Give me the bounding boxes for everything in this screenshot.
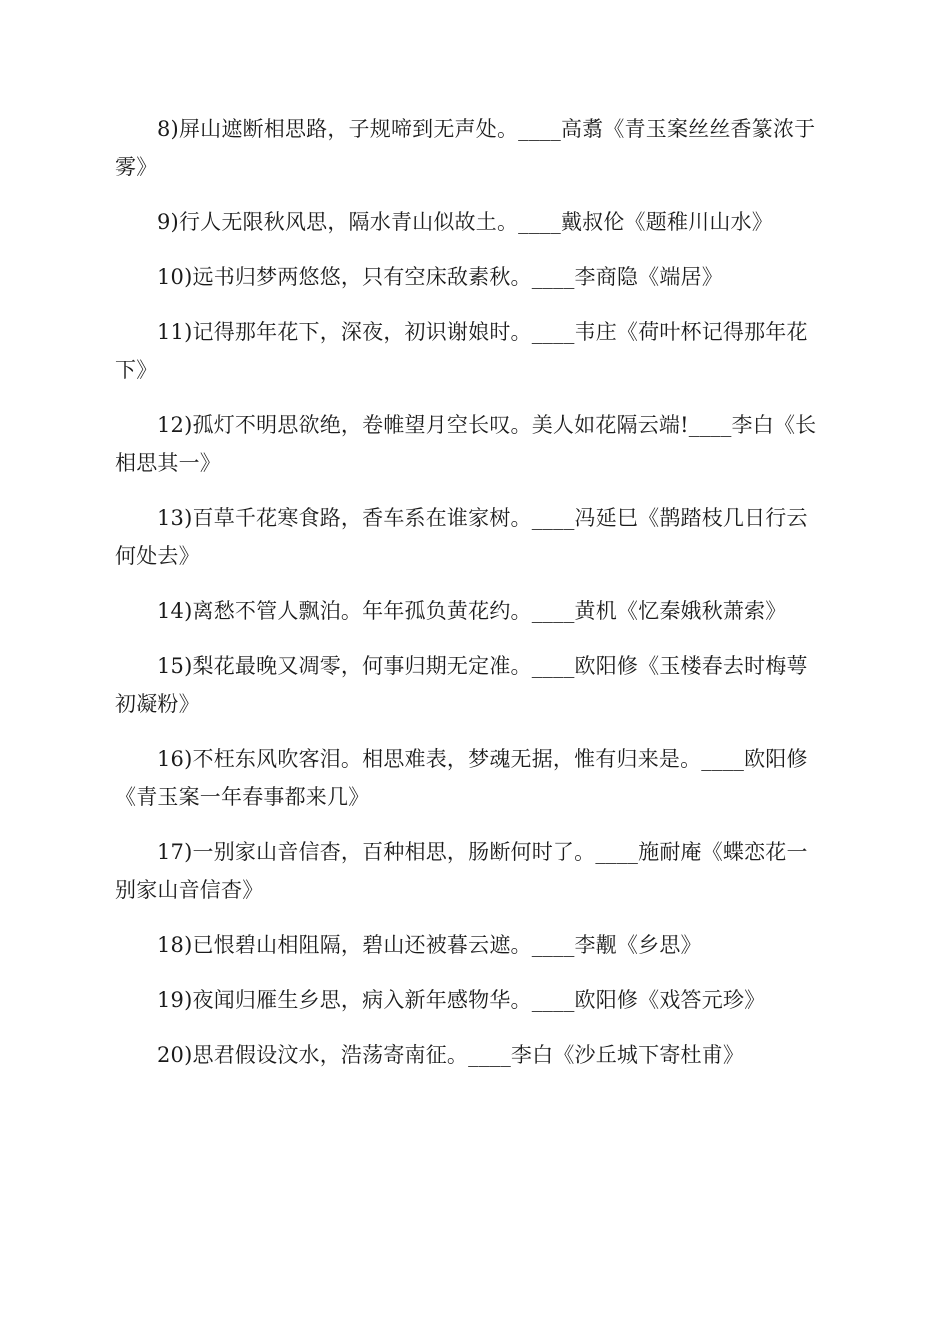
poem-line-20: 20)思君假设汶水，浩荡寄南征。____李白《沙丘城下寄杜甫》 [157, 1043, 745, 1067]
poem-line-12: 12)孤灯不明思欲绝，卷帷望月空长叹。美人如花隔云端!____李白《长相思其一》 [115, 413, 817, 475]
poem-line-11: 11)记得那年花下，深夜，初识谢娘时。____韦庄《荷叶杯记得那年花下》 [115, 320, 808, 382]
poem-line-10: 10)远书归梦两悠悠，只有空床敌素秋。____李商隐《端居》 [157, 265, 723, 289]
poem-line-16: 16)不枉东风吹客泪。相思难表，梦魂无据，惟有归来是。____欧阳修《青玉案一年春事都来几》 [115, 747, 808, 809]
poem-line-19: 19)夜闻归雁生乡思，病入新年感物华。____欧阳修《戏答元珍》 [157, 988, 766, 1012]
poem-line-18: 18)已恨碧山相阻隔，碧山还被暮云遮。____李觏《乡思》 [157, 933, 702, 957]
poem-line-14: 14)离愁不管人飘泊。年年孤负黄花约。____黄机《忆秦娥秋萧索》 [157, 599, 787, 623]
document-body [115, 110, 825, 1091]
poem-line-17: 17)一别家山音信杳，百种相思，肠断何时了。____施耐庵《蝶恋花一别家山音信杳》 [115, 840, 808, 902]
poem-line-15: 15)梨花最晚又凋零，何事归期无定准。____欧阳修《玉楼春去时梅萼初凝粉》 [115, 654, 808, 716]
poem-line-9: 9)行人无限秋风思，隔水青山似故土。____戴叔伦《题稚川山水》 [157, 210, 773, 234]
poem-line-8: 8)屏山遮断相思路，子规啼到无声处。____高翥《青玉案丝丝香篆浓于雾》 [115, 117, 816, 179]
poem-line-13: 13)百草千花寒食路，香车系在谁家树。____冯延巳《鹊踏枝几日行云何处去》 [115, 506, 808, 568]
